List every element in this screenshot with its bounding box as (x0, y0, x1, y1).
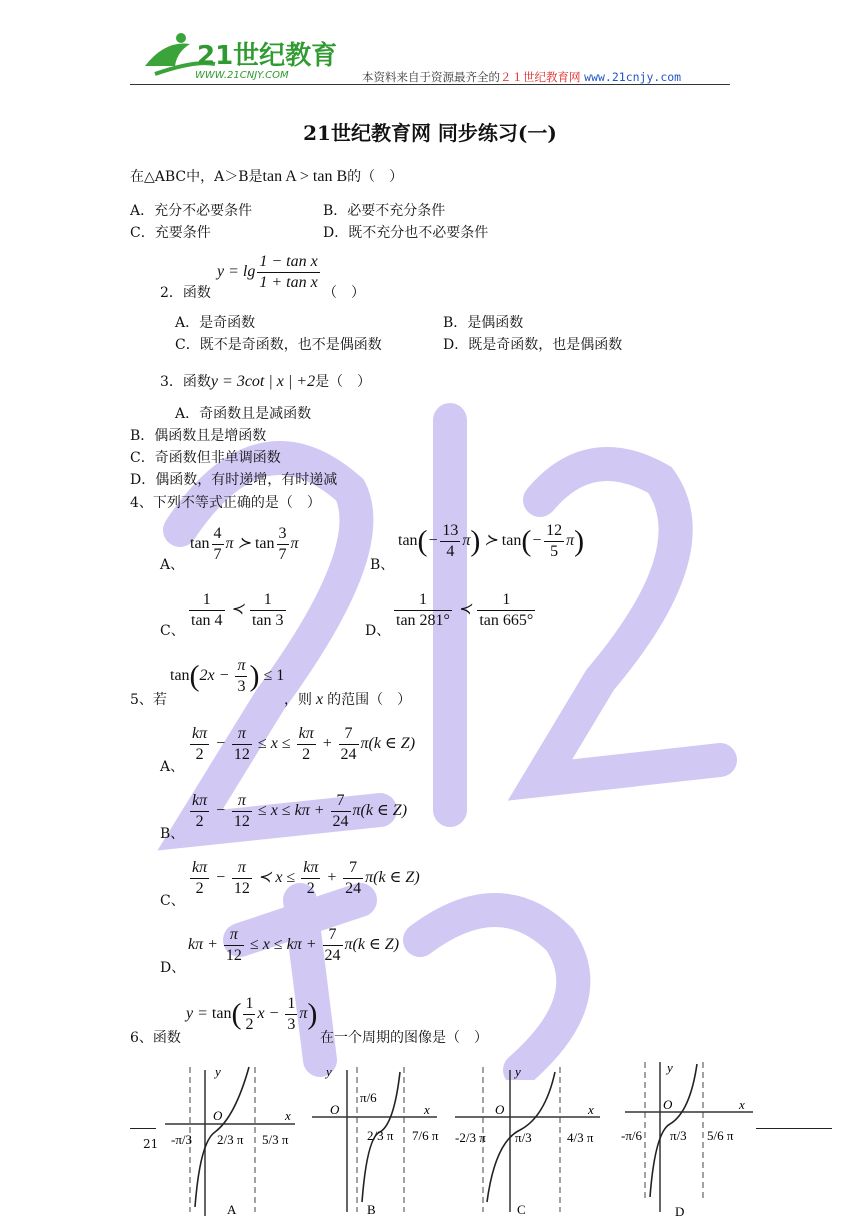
q3-option-a[interactable]: A．奇函数且是减函数 (175, 406, 312, 422)
q3-option-b[interactable]: B．偶函数且是增函数 (130, 428, 267, 444)
site-logo (135, 30, 340, 82)
svg-text:O: O (213, 1108, 223, 1123)
svg-text:π/3: π/3 (515, 1130, 532, 1145)
q1-stem-text: 在△ABC中，A＞B是 (130, 169, 263, 185)
q2-prefix: 2．函数 (160, 285, 211, 301)
q5-option-b-label[interactable]: B、 (160, 826, 185, 842)
q3-option-c[interactable]: C．奇函数但非单调函数 (130, 450, 281, 466)
svg-text:y: y (215, 1064, 221, 1079)
svg-text:O: O (330, 1102, 340, 1117)
q6-graph-a[interactable] (165, 1062, 295, 1216)
q4-option-b-label[interactable]: B、 (370, 557, 395, 573)
q6-suffix: 在一个周期的图像是（ ） (320, 1030, 488, 1046)
q5-option-d-label[interactable]: D、 (160, 960, 186, 976)
q5-option-b-math: $\frac{k\pi}{2}$ − $\frac{\pi}{12}$ ≤ x ≤ kπ + $\frac{7}{24}$ π(k ∈ Z) (192, 792, 408, 830)
q2-option-c[interactable]: C．既不是奇函数，也不是偶函数 (175, 337, 382, 353)
page-title: 21世纪教育网 同步练习(一) (303, 121, 557, 145)
q3-stem: 3．函数y = 3cot | x | +2是（ ） (160, 373, 372, 390)
q6-graph-c[interactable] (455, 1062, 605, 1216)
svg-text:4/3 π: 4/3 π (567, 1130, 594, 1145)
svg-text:C: C (517, 1202, 526, 1216)
q5-prefix: 5、若 (130, 692, 167, 708)
svg-text:-π/6: -π/6 (621, 1128, 643, 1143)
q4-option-d-label[interactable]: D、 (365, 623, 391, 639)
svg-text:x: x (588, 1102, 594, 1117)
svg-text:-π/3: -π/3 (171, 1132, 193, 1147)
q4-option-c-label[interactable]: C、 (160, 623, 185, 639)
svg-text:y: y (667, 1062, 673, 1075)
q4-option-d-math: $\frac{1}{\tan 281^\circ}$ ≺ $\frac{1}{\tan 665^\circ}$ (396, 591, 534, 629)
svg-text:π/6: π/6 (360, 1090, 377, 1105)
q6-math: y = tan( $\frac{1}{2}$ x − $\frac{1}{3}$ π) (186, 995, 318, 1033)
q5-option-d-math: kπ + $\frac{\pi}{12}$ ≤ x ≤ kπ + $\frac{7}{24}$ π(k ∈ Z) (188, 926, 400, 964)
svg-text:B: B (367, 1202, 376, 1216)
svg-text:WWW.21CNJY.COM: WWW.21CNJY.COM (195, 70, 289, 81)
svg-text:2/3 π: 2/3 π (367, 1128, 394, 1143)
header-note-site[interactable]: ２１世纪教育网 (500, 70, 581, 84)
q6-graph-d[interactable] (615, 1062, 755, 1216)
q5-option-a-math: $\frac{k\pi}{2}$ − $\frac{\pi}{12}$ ≤ x ≤ $\frac{k\pi}{2}$ + $\frac{7}{24}$ π(k ∈ Z) (192, 725, 416, 763)
svg-text:x: x (739, 1097, 745, 1112)
q4-stem: 4、下列不等式正确的是（ ） (130, 495, 321, 511)
q4-option-a-label[interactable]: A、 (160, 557, 185, 573)
svg-text:π/3: π/3 (670, 1128, 687, 1143)
svg-text:x: x (285, 1108, 291, 1123)
header-note (362, 69, 681, 85)
q6-prefix: 6、函数 (130, 1030, 181, 1046)
q1-option-b[interactable]: B．必要不充分条件 (323, 203, 446, 219)
svg-text:-2/3 π: -2/3 π (455, 1130, 486, 1145)
q2-option-d[interactable]: D．既是奇函数，也是偶函数 (443, 337, 623, 353)
footer-rule-right (756, 1128, 832, 1129)
q4-option-c-math: $\frac{1}{\tan 4}$ ≺ $\frac{1}{\tan 3}$ (191, 591, 284, 629)
q1-stem-end: 的（ ） (347, 169, 404, 185)
question-1-stem (130, 166, 403, 186)
q5-option-a-label[interactable]: A、 (160, 759, 185, 775)
svg-text:2/3 π: 2/3 π (217, 1132, 244, 1147)
q5-option-c-label[interactable]: C、 (160, 893, 185, 909)
q2-option-b[interactable]: B．是偶函数 (443, 315, 524, 331)
q2-math: y = lg $\frac{\text{1 − tan x}}{\text{1 + tan x}}$ (217, 253, 318, 291)
svg-text:D: D (675, 1204, 685, 1216)
svg-text:y: y (326, 1064, 332, 1079)
q1-option-a[interactable]: A．充分不必要条件 (130, 203, 253, 219)
page-number: 21 (143, 1137, 159, 1151)
q1-math: tan A > tan B (262, 168, 348, 185)
footer-rule-left (130, 1128, 156, 1129)
q5-option-c-math: $\frac{k\pi}{2}$ − $\frac{\pi}{12}$ ≺ x ≤ $\frac{k\pi}{2}$ + $\frac{7}{24}$ π(k ∈ Z) (192, 859, 420, 897)
q1-option-c[interactable]: C．充要条件 (130, 225, 211, 241)
svg-text:O: O (495, 1102, 505, 1117)
q4-option-a-math: tan $\frac{4}{7}$ π ≻ tan $\frac{3}{7}$ π (190, 525, 299, 563)
svg-text:21世纪教育: 21世纪教育 (197, 41, 338, 71)
svg-text:A: A (227, 1202, 237, 1216)
q6-graph-b[interactable] (312, 1062, 442, 1216)
q3-option-d[interactable]: D．偶函数，有时递增，有时递减 (130, 472, 338, 488)
header-rule (130, 84, 730, 85)
svg-text:7/6 π: 7/6 π (412, 1128, 439, 1143)
q2-option-a[interactable]: A．是奇函数 (175, 315, 256, 331)
svg-text:5/6 π: 5/6 π (707, 1128, 734, 1143)
svg-text:O: O (663, 1097, 673, 1112)
svg-text:y: y (515, 1064, 521, 1079)
q1-option-d[interactable]: D．既不充分也不必要条件 (323, 225, 489, 241)
q5-suffix: ，则 x 的范围（ ） (284, 691, 412, 708)
q2-suffix: （ ） (323, 285, 365, 301)
q3-math: y = 3cot | x | +2 (210, 373, 316, 390)
q5-condition-math: tan(2x − $\frac{\pi}{3}$ ) ≤ 1 (170, 657, 285, 695)
q4-option-b-math: tan(− $\frac{13}{4}$ π) ≻ tan(− $\frac{12}{5}$ π) (398, 522, 585, 560)
svg-text:5/3 π: 5/3 π (262, 1132, 289, 1147)
header-note-prefix: 本资料来自于资源最齐全的 (362, 70, 500, 84)
header-note-url[interactable]: www.21cnjy.com (584, 70, 682, 84)
svg-text:x: x (424, 1102, 430, 1117)
